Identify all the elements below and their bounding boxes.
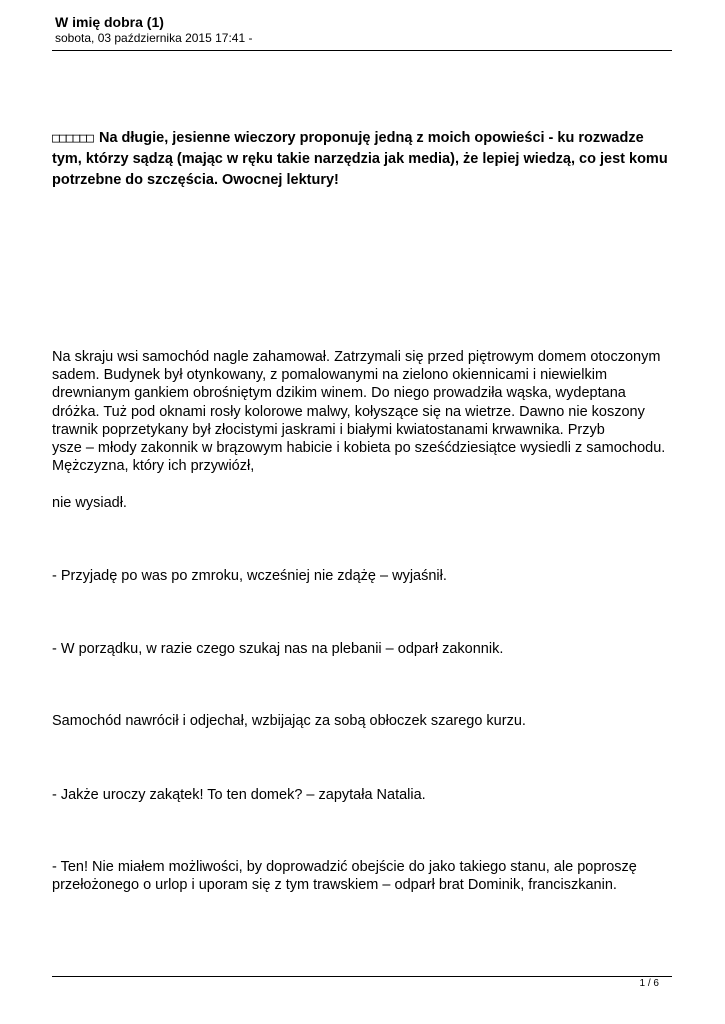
dialogue-line: - Przyjadę po was po zmroku, wcześniej nie zdążę – wyjaśnił. [52,568,447,584]
body-paragraph: Na skraju wsi samochód nagle zahamował. Zatrzymali się przed piętrowym domem otoczonym sadem. Budynek był otynkowany, z pomalowanymi na zielono okiennicami i niewielkim drewnianym gankiem obrośniętym dzikim winem. Do niego prowadziła wąska, wydeptana dróżka. Tuż pod oknami rosły kolorowe malwy, kołyszące się na wietrze. Dawno nie koszony trawnik poprzetykany był złocistymi jaskrami i białymi kwiatostanami krwawnika. Przyb ysze – młody zakonnik w brązowym habicie i kobieta po sześćdziesiątce wysiedli z samochodu. Mężczyzna, który ich przywiózł, [52,349,666,475]
missing-glyph-icons: □□□□□□ [52,131,93,146]
document-date: sobota, 03 października 2015 17:41 - [55,31,253,45]
body-paragraph: nie wysiadł. [52,495,127,511]
footer-divider [52,976,672,977]
intro-text: Na długie, jesienne wieczory proponuję jedną z moich opowieści - ku rozwadze tym, którzy sądzą (mając w ręku takie narzędzia jak media), że lepiej wiedzą, co jest komu potrzebne do szczęścia. Owocnej lektury! [52,130,668,188]
dialogue-line: - Ten! Nie miałem możliwości, by doprowadzić obejście do jako takiego stanu, ale poproszę przełożonego o urlop i uporam się z tym trawskiem – odparł brat Dominik, franciszkanin. [52,859,637,894]
body-paragraph: Samochód nawrócił i odjechał, wzbijając za sobą obłoczek szarego kurzu. [52,713,526,729]
page-number: 1 / 6 [639,978,659,989]
header-divider [52,50,672,51]
intro-paragraph [52,128,677,191]
document-title: W imię dobra (1) [55,14,164,30]
dialogue-line: - W porządku, w razie czego szukaj nas na plebanii – odparł zakonnik. [52,641,504,657]
dialogue-line: - Jakże uroczy zakątek! To ten domek? – zapytała Natalia. [52,787,426,803]
